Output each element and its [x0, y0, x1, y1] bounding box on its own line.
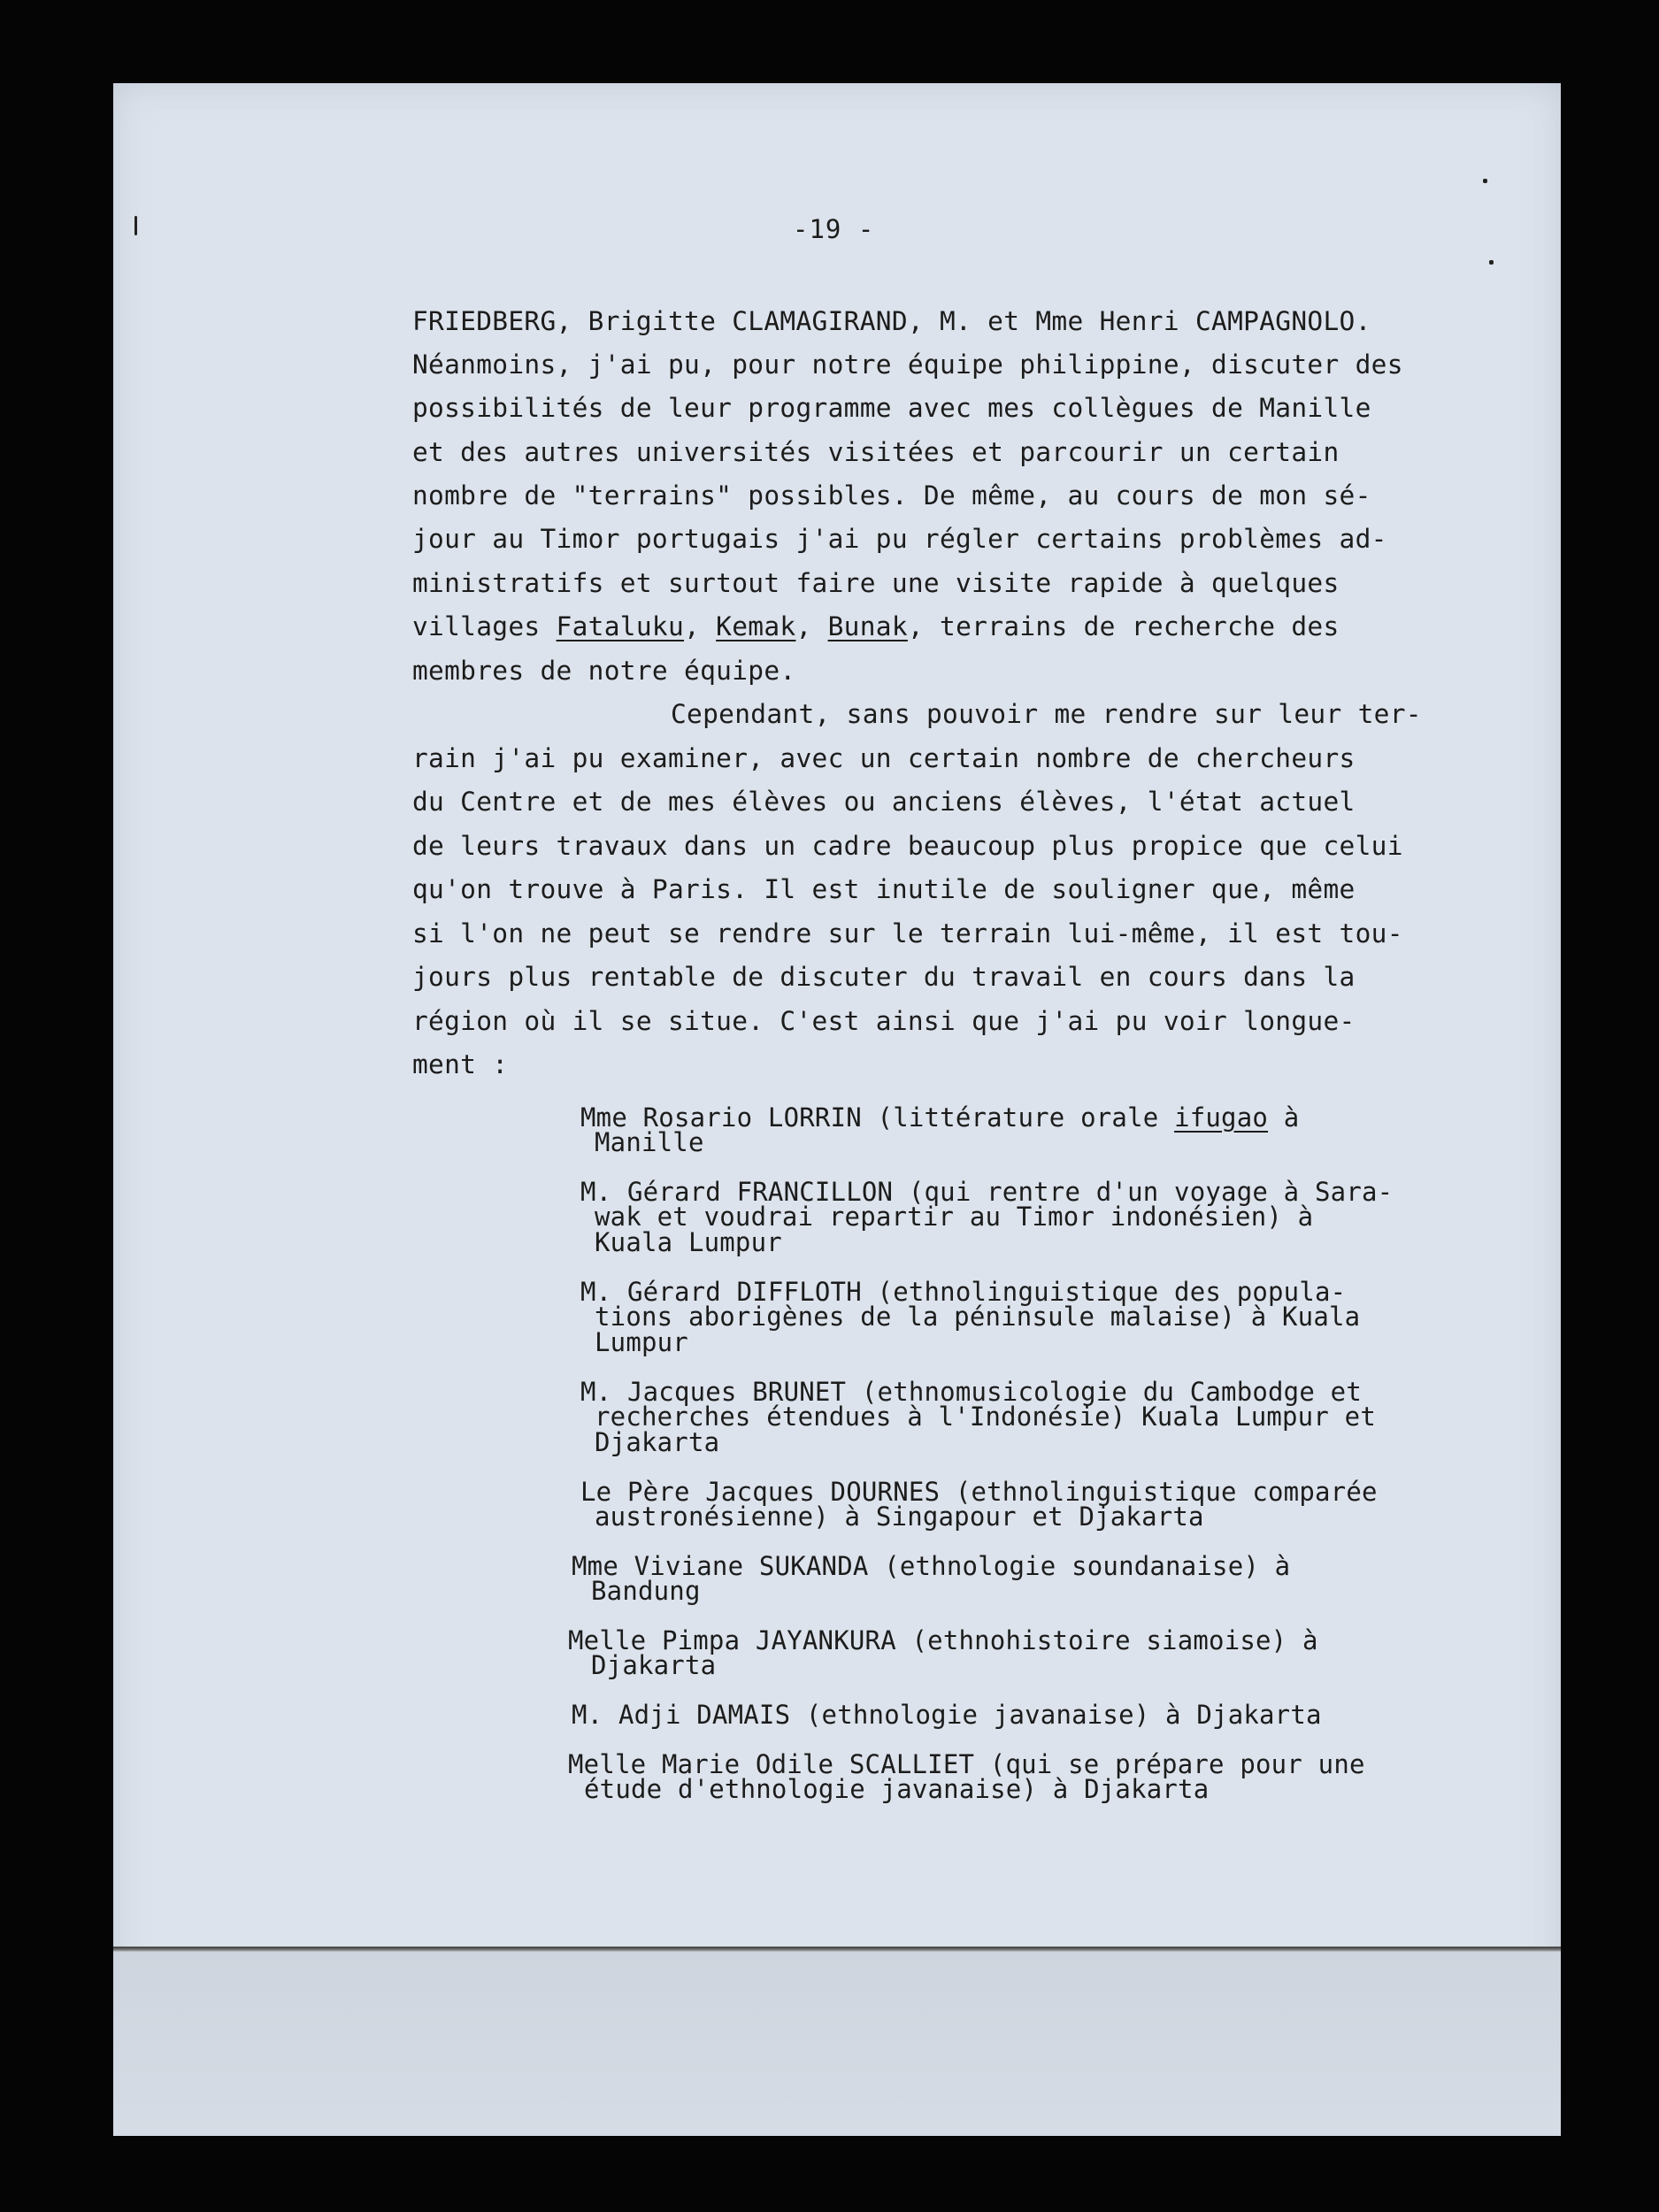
underlined-term-bunak: Bunak: [827, 611, 908, 641]
list-item-continuation: recherches étendues à l'Indonésie) Kuala Lumpur et: [595, 1402, 1376, 1432]
text-segment: à: [1268, 1102, 1300, 1133]
body-line: de leurs travaux dans un cadre beaucoup plus propice que celui: [412, 831, 1403, 861]
list-item-continuation: Kuala Lumpur: [595, 1227, 782, 1257]
body-line-indented: Cependant, sans pouvoir me rendre sur leur ter-: [671, 699, 1422, 729]
body-line: membres de notre équipe.: [412, 656, 796, 686]
body-line: et des autres universités visitées et parcourir un certain: [412, 437, 1340, 467]
list-item-continuation: tions aborigènes de la péninsule malaise) à Kuala: [595, 1302, 1361, 1332]
list-item: M. Adji DAMAIS (ethnologie javanaise) à Djakarta: [572, 1700, 1322, 1730]
list-item-continuation: Bandung: [591, 1576, 701, 1606]
underlined-term-kemak: Kemak: [716, 611, 796, 641]
list-item: Mme Viviane SUKANDA (ethnologie soundanaise) à: [572, 1551, 1291, 1581]
ink-speck: [1483, 179, 1487, 183]
text-segment: , terrains de recherche des: [907, 611, 1340, 641]
text-segment: Mme Rosario LORRIN (littérature orale: [580, 1102, 1175, 1133]
ink-speck: [1489, 260, 1494, 265]
list-item-continuation: wak et voudrai repartir au Timor indonésien) à: [595, 1202, 1314, 1232]
list-item-continuation: étude d'ethnologie javanaise) à Djakarta: [584, 1774, 1210, 1804]
underlined-term-fataluku: Fataluku: [556, 611, 685, 641]
body-line: qu'on trouve à Paris. Il est inutile de souligner que, même: [412, 874, 1356, 904]
body-line: Néanmoins, j'ai pu, pour notre équipe philippine, discuter des: [412, 349, 1403, 380]
body-line: jours plus rentable de discuter du travail en cours dans la: [412, 962, 1356, 992]
body-line: rain j'ai pu examiner, avec un certain nombre de chercheurs: [412, 743, 1356, 773]
body-line: région où il se situe. C'est ainsi que j'ai pu voir longue-: [412, 1006, 1356, 1036]
list-item: Melle Pimpa JAYANKURA (ethnohistoire siamoise) à: [568, 1625, 1318, 1655]
page-lower-shade: [113, 1952, 1561, 2136]
margin-mark: [134, 216, 137, 235]
list-item: Melle Marie Odile SCALLIET (qui se prépare pour une: [568, 1749, 1365, 1779]
text-segment: villages: [412, 611, 557, 641]
body-line-villages: [412, 611, 1340, 641]
list-item-continuation: austronésienne) à Singapour et Djakarta: [595, 1502, 1204, 1532]
body-line: si l'on ne peut se rendre sur le terrain lui-même, il est tou-: [412, 918, 1403, 949]
body-line: FRIEDBERG, Brigitte CLAMAGIRAND, M. et Mme Henri CAMPAGNOLO.: [412, 306, 1371, 336]
text-segment: ,: [684, 611, 717, 641]
page-number: -19 -: [793, 214, 875, 244]
list-item-continuation: Djakarta: [595, 1427, 720, 1457]
list-item: M. Gérard FRANCILLON (qui rentre d'un voyage à Sara-: [580, 1177, 1394, 1207]
body-line: du Centre et de mes élèves ou anciens élèves, l'état actuel: [412, 787, 1356, 817]
body-line: jour au Timor portugais j'ai pu régler certains problèmes ad-: [412, 524, 1387, 554]
body-line: possibilités de leur programme avec mes collègues de Manille: [412, 393, 1371, 423]
list-item-continuation: Manille: [595, 1127, 704, 1157]
text-segment: ,: [795, 611, 828, 641]
list-item: M. Jacques BRUNET (ethnomusicologie du Cambodge et: [580, 1377, 1362, 1407]
body-line: nombre de "terrains" possibles. De même, au cours de mon sé-: [412, 480, 1371, 511]
list-item: M. Gérard DIFFLOTH (ethnolinguistique des popula-: [580, 1277, 1347, 1307]
body-line: ment :: [412, 1049, 509, 1079]
underlined-term-ifugao: ifugao: [1174, 1102, 1269, 1133]
list-item-continuation: Lumpur: [595, 1327, 688, 1357]
body-line: ministratifs et surtout faire une visite rapide à quelques: [412, 568, 1340, 598]
list-item: Le Père Jacques DOURNES (ethnolinguistique comparée: [580, 1477, 1378, 1507]
list-item-continuation: Djakarta: [591, 1650, 717, 1680]
